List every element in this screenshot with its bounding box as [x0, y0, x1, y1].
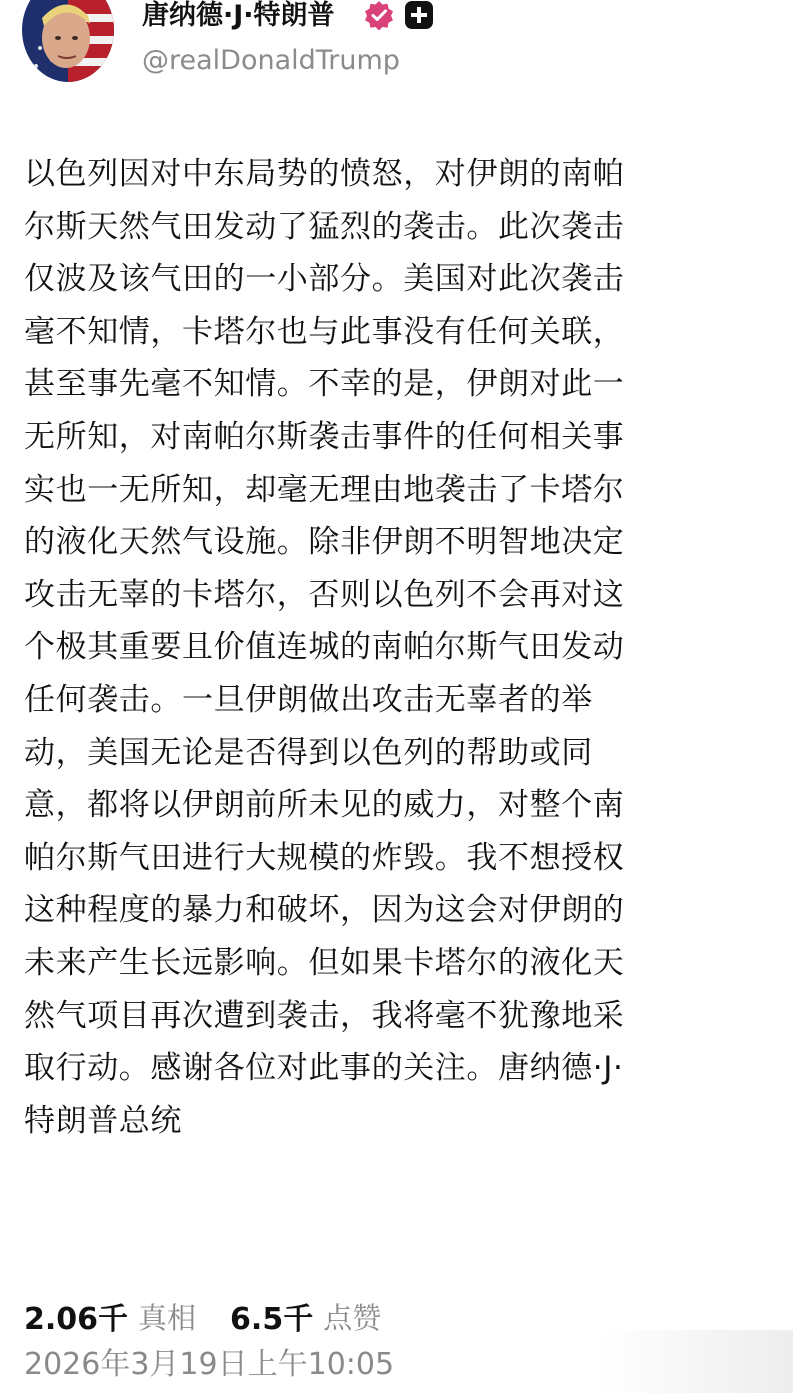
post-text-line: 取行动。感谢各位对此事的关注。唐纳德·J·: [24, 1050, 624, 1087]
avatar[interactable]: [22, 0, 114, 82]
post-text-line: 攻击无辜的卡塔尔，否则以色列不会再对这: [24, 576, 625, 613]
post-text-line: 以色列因对中东局势的愤怒，对伊朗的南帕: [24, 156, 625, 192]
post-text-line: 的液化天然气设施。除非伊朗不明智地决定: [24, 524, 625, 561]
post-text-line: 意，都将以伊朗前所未见的威力，对整个南: [24, 787, 625, 824]
profile-badges: [364, 2, 434, 32]
likes-label[interactable]: 点赞: [323, 1300, 382, 1335]
post-text-line: 然气项目再次遭到袭击，我将毫不犹豫地采: [24, 997, 625, 1034]
post-text-line: 实也一无所知，却毫无理由地袭击了卡塔尔: [24, 471, 625, 508]
post-text-line: 个极其重要且价值连城的南帕尔斯气田发动: [24, 629, 625, 666]
post-text-line: 未来产生长远影响。但如果卡塔尔的液化天: [24, 944, 625, 981]
post-text-line: 帕尔斯气田进行大规模的炸毁。我不想授权: [24, 839, 625, 876]
truths-count[interactable]: 2.06千: [24, 1302, 129, 1337]
user-handle[interactable]: @realDonaldTrump: [142, 45, 400, 76]
post-text-line: 仅波及该气田的一小部分。美国对此次袭击: [24, 261, 625, 298]
post-text-line: 动，美国无论是否得到以色列的帮助或同: [24, 734, 593, 771]
post-header: [0, 0, 793, 95]
truths-label[interactable]: 真相: [138, 1300, 197, 1335]
post-text-line: 这种程度的暴力和破坏，因为这会对伊朗的: [24, 892, 625, 929]
display-name[interactable]: 唐纳德·J·特朗普: [142, 0, 335, 31]
post-body: [24, 148, 769, 1147]
post-text-line: 特朗普总统: [24, 1102, 182, 1139]
post-text-line: 甚至事先毫不知情。不幸的是，伊朗对此一: [24, 366, 625, 403]
post-text-line: 毫不知情，卡塔尔也与此事没有任何关联，: [24, 313, 625, 350]
post-text-line: 任何袭击。一旦伊朗做出攻击无辜者的举: [24, 681, 593, 718]
bottom-right-fade: [600, 1330, 793, 1393]
verified-badge-icon: [364, 0, 394, 34]
post-text-line: 尔斯天然气田发动了猛烈的袭击。此次袭击: [24, 208, 625, 245]
post-text-line: 无所知，对南帕尔斯袭击事件的任何相关事: [24, 418, 625, 455]
post-timestamp: 2026年3月19日上午10:05: [24, 1347, 395, 1382]
likes-count[interactable]: 6.5千: [230, 1302, 314, 1337]
avatar-image: [22, 0, 114, 82]
post-stats: [24, 1296, 381, 1336]
plus-square-icon[interactable]: [404, 0, 434, 34]
